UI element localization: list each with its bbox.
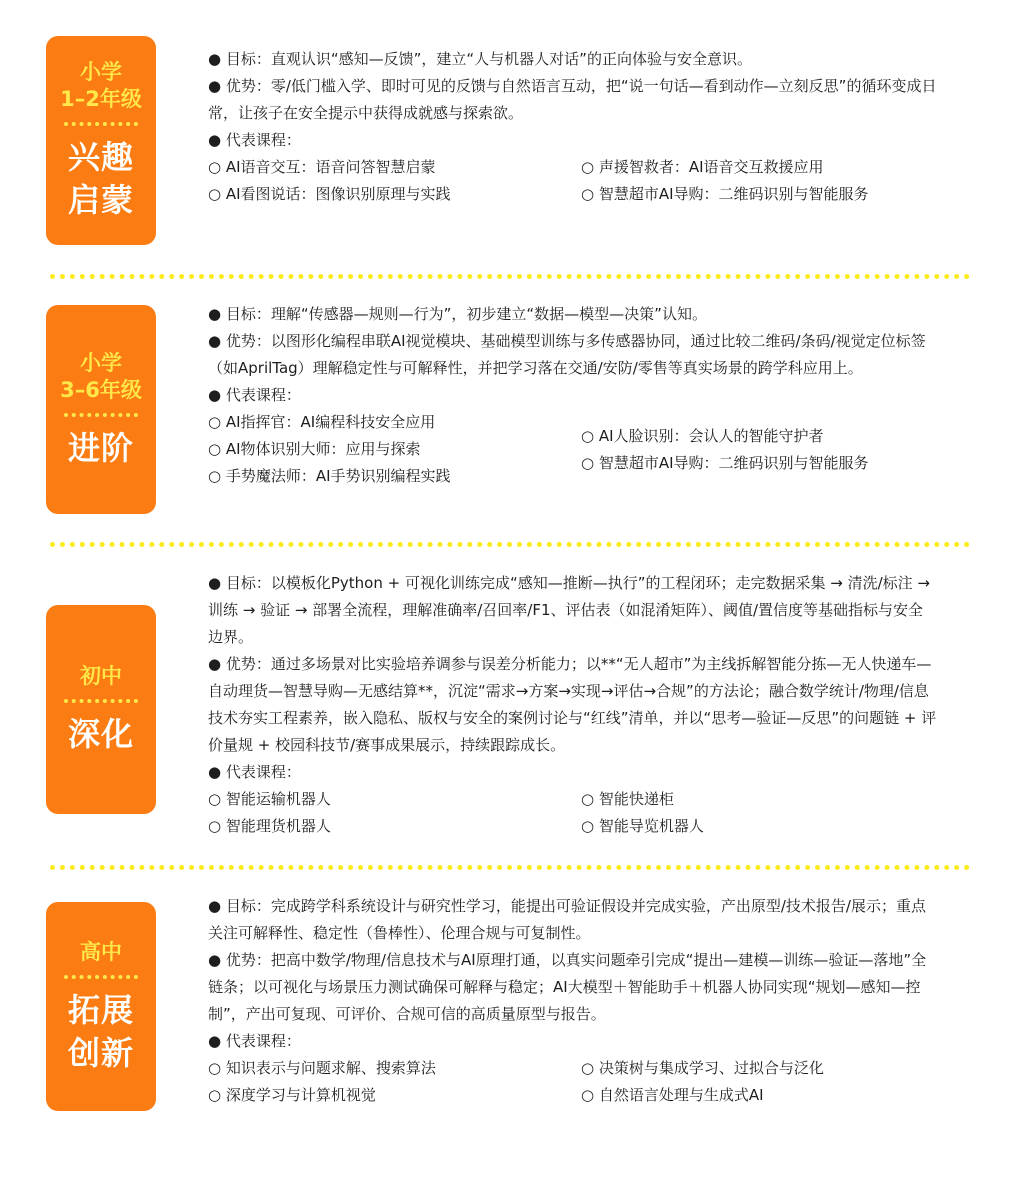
courses-label: ● 代表课程： bbox=[208, 763, 301, 781]
section-content bbox=[208, 46, 938, 208]
badge-dots-divider bbox=[64, 122, 138, 126]
goal-text: ● 目标：完成跨学科系统设计与研究性学习，能提出可验证假设并完成实验，产出原型/技术报告/展示；重点关注可解释性、稳定性（鲁棒性）、伦理合规与可复制性。 bbox=[208, 897, 926, 942]
course-list bbox=[208, 786, 938, 840]
advantage-text: ● 优势：零/低门槛入学、即时可见的反馈与自然语言互动，把“说一句话—看到动作—立刻反思”的循环变成日常，让孩子在安全提示中获得成就感与探索欲。 bbox=[208, 77, 937, 122]
section-content bbox=[208, 893, 938, 1109]
course-item: ○ 知识表示与问题求解、搜索算法 bbox=[208, 1059, 436, 1077]
courses-label: ● 代表课程： bbox=[208, 1032, 301, 1050]
course-item: ○ 智能运输机器人 bbox=[208, 790, 331, 808]
advantage-text: ● 优势：通过多场景对比实验培养调参与误差分析能力；以**“无人超市”为主线拆解智能分拣—无人快递车—自动理货—智慧导购—无感结算**，沉淀“需求→方案→实现→评估→合规”的方法论；融合数学统计/物理/信息技术夯实工程素养，嵌入隐私、版权与安全的案例讨论与“红线”清单，并以“思考—验证—反思”的问题链 + 评价量规 + 校园科技节/赛事成果展示，持续跟踪成长。 bbox=[208, 655, 937, 754]
course-item: ○ 智能理货机器人 bbox=[208, 817, 331, 835]
course-item: ○ 智能导览机器人 bbox=[581, 817, 704, 835]
badge-dots-divider bbox=[64, 413, 138, 417]
stage-label: 小学 3–6年级 bbox=[60, 350, 142, 402]
phase-label: 兴趣 启蒙 bbox=[67, 138, 134, 219]
courses-label: ● 代表课程： bbox=[208, 131, 301, 149]
course-item: ○ 声援智救者：AI语音交互救援应用 bbox=[581, 158, 824, 176]
course-list bbox=[208, 409, 938, 490]
course-list bbox=[208, 154, 938, 208]
phase-label: 深化 bbox=[67, 715, 134, 753]
course-item: ○ 智慧超市AI导购：二维码识别与智能服务 bbox=[581, 185, 869, 203]
dotted-divider bbox=[50, 865, 970, 870]
course-item: ○ AI人脸识别：会认人的智能守护者 bbox=[581, 426, 824, 445]
course-item: ○ 智慧超市AI导购：二维码识别与智能服务 bbox=[581, 453, 869, 472]
phase-label: 拓展 创新 bbox=[67, 990, 134, 1072]
course-column-left bbox=[208, 409, 581, 490]
stage-badge bbox=[46, 305, 156, 514]
badge-dots-divider bbox=[64, 975, 138, 979]
advantage-text: ● 优势：把高中数学/物理/信息技术与AI原理打通，以真实问题牵引完成“提出—建模—训练—验证—落地”全链条；以可视化与场景压力测试确保可解释与稳定；AI大模型＋智能助手＋机器人协同实现“规划—感知—控制”，产出可复现、可评价、合规可信的高质量原型与报告。 bbox=[208, 951, 927, 1023]
course-item: ○ AI物体识别大师：应用与探索 bbox=[208, 440, 421, 458]
section-content bbox=[208, 570, 938, 840]
dotted-divider bbox=[50, 274, 970, 279]
badge-dots-divider bbox=[64, 699, 138, 703]
dotted-divider bbox=[50, 542, 970, 547]
course-item: ○ 手势魔法师：AI手势识别编程实践 bbox=[208, 467, 451, 485]
advantage-text: ● 优势：以图形化编程串联AI视觉模块、基础模型训练与多传感器协同，通过比较二维码/条码/视觉定位标签（如AprilTag）理解稳定性与可解释性，并把学习落在交通/安防/零售等真实场景的跨学科应用上。 bbox=[208, 332, 926, 377]
stage-badge bbox=[46, 605, 156, 814]
stage-badge bbox=[46, 902, 156, 1111]
course-item: ○ 自然语言处理与生成式AI bbox=[581, 1086, 764, 1104]
section-content bbox=[208, 301, 938, 490]
course-item: ○ AI语音交互：语音问答智慧启蒙 bbox=[208, 158, 436, 176]
stage-label: 高中 bbox=[80, 939, 122, 964]
course-item: ○ 深度学习与计算机视觉 bbox=[208, 1086, 376, 1104]
course-item: ○ AI看图说话：图像识别原理与实践 bbox=[208, 185, 451, 203]
course-item: ○ 智能快递柜 bbox=[581, 790, 674, 808]
stage-badge bbox=[46, 36, 156, 245]
goal-text: ● 目标：直观认识“感知—反馈”，建立“人与机器人对话”的正向体验与安全意识。 bbox=[208, 50, 752, 68]
phase-label: 进阶 bbox=[67, 428, 134, 467]
stage-label: 小学 1–2年级 bbox=[60, 60, 142, 111]
goal-text: ● 目标：理解“传感器—规则—行为”，初步建立“数据—模型—决策”认知。 bbox=[208, 305, 707, 323]
course-list bbox=[208, 1055, 938, 1109]
goal-text: ● 目标：以模板化Python + 可视化训练完成“感知—推断—执行”的工程闭环；走完数据采集 → 清洗/标注 → 训练 → 验证 → 部署全流程，理解准确率/召回率/F1、评估表（如混淆矩阵）、阈值/置信度等基础指标与安全边界。 bbox=[208, 574, 930, 646]
course-item: ○ 决策树与集成学习、过拟合与泛化 bbox=[581, 1059, 824, 1077]
courses-label: ● 代表课程： bbox=[208, 386, 301, 404]
course-item: ○ AI指挥官：AI编程科技安全应用 bbox=[208, 413, 436, 431]
course-column-right bbox=[581, 423, 938, 477]
stage-label: 初中 bbox=[80, 664, 122, 688]
